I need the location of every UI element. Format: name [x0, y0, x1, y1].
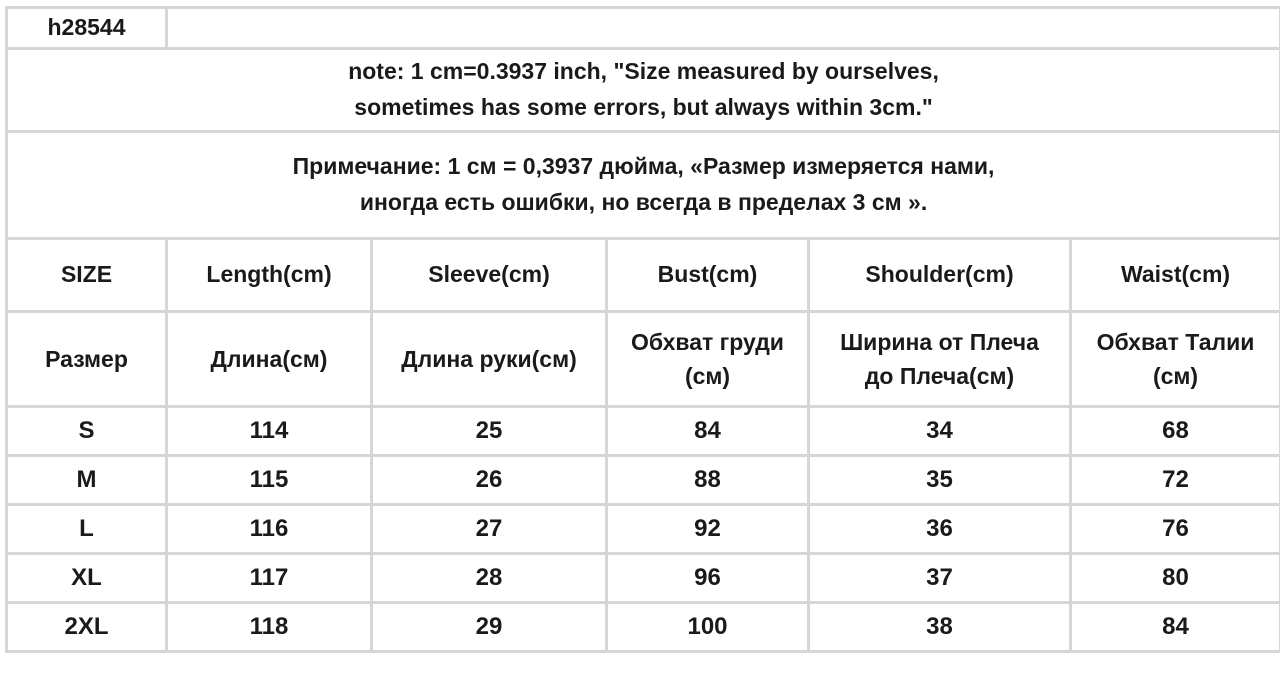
- header-ru-shoulder: [809, 312, 1071, 407]
- length-cell: 115: [167, 456, 372, 505]
- shoulder-cell: 37: [809, 554, 1071, 603]
- header-ru-shoulder-line-1: Ширина от Плеча: [840, 328, 1039, 355]
- table-row: [7, 456, 1280, 505]
- product-code: h28544: [7, 8, 167, 49]
- note-russian-line-1: Примечание: 1 см = 0,3937 дюйма, «Размер измеряется нами,: [292, 153, 995, 180]
- note-english-line-1: note: 1 cm=0.3937 inch, "Size measured by ourselves,: [348, 58, 939, 85]
- shoulder-cell: 38: [809, 603, 1071, 652]
- header-ru-bust: [607, 312, 809, 407]
- table-row: [7, 505, 1280, 554]
- sleeve-cell: 29: [372, 603, 607, 652]
- empty-cell: [167, 8, 1280, 49]
- header-length: Length(cm): [167, 239, 372, 312]
- waist-cell: 72: [1071, 456, 1280, 505]
- length-cell: 118: [167, 603, 372, 652]
- size-cell: M: [7, 456, 167, 505]
- shoulder-cell: 35: [809, 456, 1071, 505]
- header-ru-shoulder-line-2: до Плеча(см): [864, 363, 1015, 389]
- header-ru-size: [7, 312, 167, 407]
- header-waist: Waist(cm): [1071, 239, 1280, 312]
- bust-cell: 84: [607, 407, 809, 456]
- header-ru-waist-line-2: (см): [1152, 363, 1199, 389]
- header-ru-length: [167, 312, 372, 407]
- bust-cell: 92: [607, 505, 809, 554]
- header-sleeve: Sleeve(cm): [372, 239, 607, 312]
- header-ru-sleeve: [372, 312, 607, 407]
- header-ru-bust-line-2: (см): [684, 363, 731, 389]
- note-english-line-2: sometimes has some errors, but always within 3cm.": [354, 94, 933, 120]
- note-en-row: [7, 49, 1280, 132]
- sleeve-cell: 25: [372, 407, 607, 456]
- header-shoulder: Shoulder(cm): [809, 239, 1071, 312]
- shoulder-cell: 34: [809, 407, 1071, 456]
- table-row: [7, 603, 1280, 652]
- waist-cell: 80: [1071, 554, 1280, 603]
- sleeve-cell: 27: [372, 505, 607, 554]
- header-ru-bust-line-1: Обхват груди: [631, 328, 784, 355]
- size-cell: 2XL: [7, 603, 167, 652]
- bust-cell: 100: [607, 603, 809, 652]
- waist-cell: 84: [1071, 603, 1280, 652]
- header-row-russian: [7, 312, 1280, 407]
- note-ru-row: [7, 132, 1280, 239]
- length-cell: 114: [167, 407, 372, 456]
- header-ru-length-text: Длина(см): [210, 345, 328, 372]
- length-cell: 116: [167, 505, 372, 554]
- header-bust: Bust(cm): [607, 239, 809, 312]
- waist-cell: 68: [1071, 407, 1280, 456]
- header-ru-waist: [1071, 312, 1280, 407]
- size-cell: XL: [7, 554, 167, 603]
- note-russian-line-2: иногда есть ошибки, но всегда в пределах 3 см ».: [359, 189, 928, 215]
- sleeve-cell: 26: [372, 456, 607, 505]
- bust-cell: 88: [607, 456, 809, 505]
- length-cell: 117: [167, 554, 372, 603]
- note-english: [7, 49, 1280, 132]
- size-cell: S: [7, 407, 167, 456]
- bust-cell: 96: [607, 554, 809, 603]
- waist-cell: 76: [1071, 505, 1280, 554]
- header-ru-size-text: Размер: [45, 345, 128, 372]
- header-ru-sleeve-text: Длина руки(см): [401, 345, 577, 372]
- shoulder-cell: 36: [809, 505, 1071, 554]
- sleeve-cell: 28: [372, 554, 607, 603]
- header-ru-waist-line-1: Обхват Талии: [1096, 328, 1255, 355]
- table-row: [7, 554, 1280, 603]
- size-chart-table: [5, 6, 1280, 653]
- size-cell: L: [7, 505, 167, 554]
- table-row: [7, 407, 1280, 456]
- note-russian: [7, 132, 1280, 239]
- header-row-english: [7, 239, 1280, 312]
- code-row: [7, 8, 1280, 49]
- header-size: SIZE: [7, 239, 167, 312]
